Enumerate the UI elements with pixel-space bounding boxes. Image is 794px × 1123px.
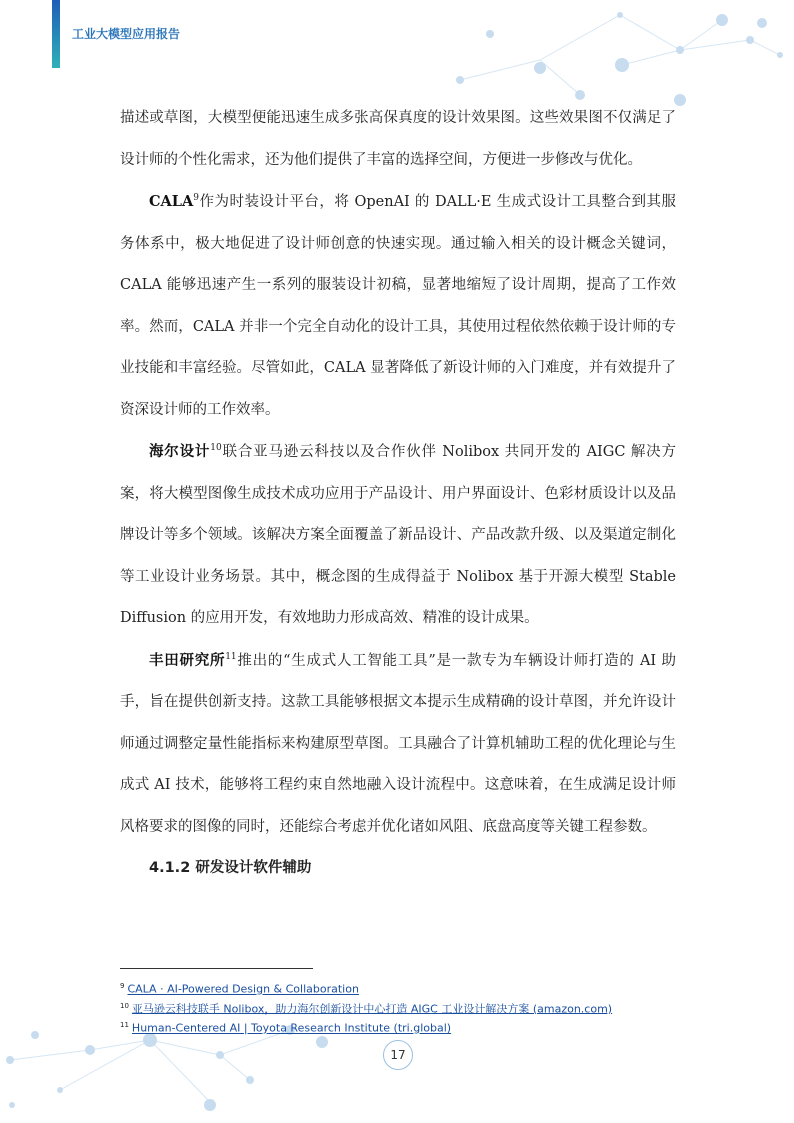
footnote-ref-10[interactable]: 10 [210, 443, 222, 454]
company-name-cala: CALA [149, 193, 194, 210]
header-accent-bar [52, 0, 60, 68]
footnote-11: $^{11}$ Human-Centered AI | Toyota Research Institute (tri.global) [120, 1021, 452, 1035]
company-name-toyota: 丰田研究所 [149, 651, 226, 669]
section-heading: 4.1.2 研发设计软件辅助 [149, 860, 312, 876]
footnote-divider [120, 968, 313, 969]
footnote-ref-9[interactable]: 9 [193, 193, 199, 204]
body-text [120, 98, 676, 890]
footnote-9: $^9$ CALA · AI-Powered Design & Collaboration [120, 982, 359, 996]
footnotes [120, 978, 680, 1037]
page-number: 17 [383, 1040, 413, 1070]
footnote-ref-11[interactable]: 11 [225, 651, 237, 662]
company-name-haier: 海尔设计 [149, 443, 211, 460]
paragraph-intro: 描述或草图，大模型便能迅速生成多张高保真度的设计效果图。这些效果图不仅满足了设计师的个性化需求，还为他们提供了丰富的选择空间，方便进一步修改与优化。 [120, 110, 676, 168]
report-header-title: 工业大模型应用报告 [72, 27, 181, 41]
footnote-link-toyota[interactable]: Human-Centered AI | Toyota Research Institute (tri.global) [131, 1021, 452, 1035]
footnote-10: $^{10}$ 亚马逊云科技联手 Nolibox，助力海尔创新设计中心打造 AIGC 工业设计解决方案 (amazon.com) [120, 1001, 613, 1016]
paragraph-haier: 海尔设计$^{10}$联合亚马逊云科技以及合作伙伴 Nolibox 共同开发的 AIGC 解决方案，将大模型图像生成技术成功应用于产品设计、用户界面设计、色彩材质设计以及品牌设计等多个领域。该解决方案全面覆盖了新品设计、产品改款升级、以及渠道定制化等工业设计业务场景。其中，概念图的生成得益于 Nolibox 基于开源大模型 Stable Diffusion 的应用开发，有效地助力形成高效、精准的设计成果。 [120, 443, 676, 626]
paragraph-toyota: 丰田研究所$^{11}$推出的“生成式人工智能工具”是一款专为车辆设计师打造的 AI 助手，旨在提供创新支持。这款工具能够根据文本提示生成精确的设计草图，并允许设计师通过调整定量性能指标来构建原型草图。工具融合了计算机辅助工程的优化理论与生成式 AI 技术，能够将工程约束自然地融入设计流程中。这意味着，在生成满足设计师风格要求的图像的同时，还能综合考虑并优化诸如风阻、底盘高度等关键工程参数。 [120, 651, 676, 835]
paragraph-cala: CALA$^9$作为时装设计平台，将 OpenAI 的 DALL·E 生成式设计工具整合到其服务体系中，极大地促进了设计师创意的快速实现。通过输入相关的设计概念关键词，CALA 能够迅速产生一系列的服装设计初稿，显著地缩短了设计周期，提高了工作效率。然而，CALA 并非一个完全自动化的设计工具，其使用过程依然依赖于设计师的专业技能和丰富经验。尽管如此，CALA 显著降低了新设计师的入门难度，并有效提升了资深设计师的工作效率。 [120, 193, 676, 418]
footnote-link-cala[interactable]: CALA · AI-Powered Design & Collaboration [127, 982, 359, 996]
footnote-link-amazon[interactable]: 亚马逊云科技联手 Nolibox，助力海尔创新设计中心打造 AIGC 工业设计解决方案 (amazon.com) [131, 1002, 613, 1016]
